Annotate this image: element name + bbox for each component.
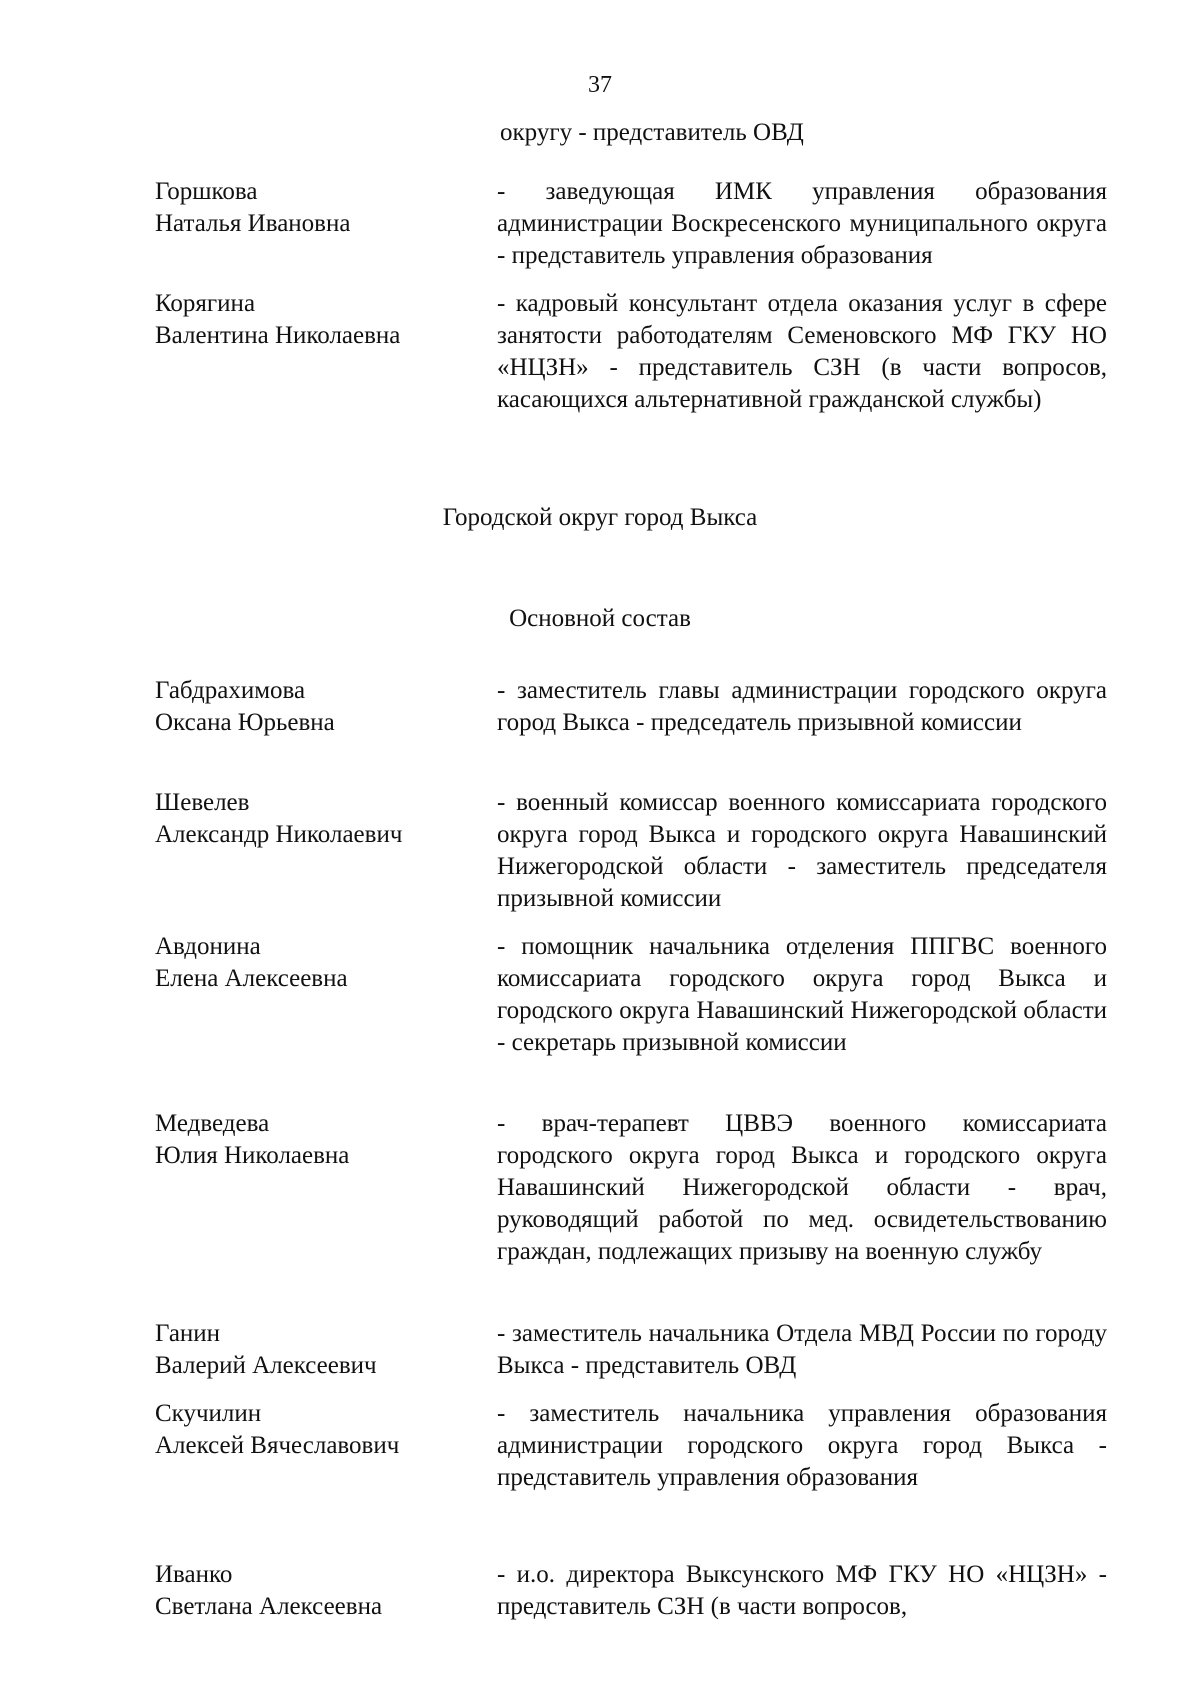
member-role: - кадровый консультант отдела оказания услуг в сфере занятости работодателям Семеновского МФ ГКУ НО «НЦЗН» - представитель СЗН (в части вопросов, касающихся альтернативной гражданской службы) xyxy=(497,290,1107,413)
continuation-text: округу - представитель ОВД xyxy=(500,119,804,146)
member-surname: Авдонина xyxy=(155,933,261,960)
member-given-names: Светлана Алексеевна xyxy=(155,1593,383,1620)
member-name xyxy=(155,1559,475,1623)
member-given-names: Елена Алексеевна xyxy=(155,965,348,992)
member-given-names: Алексей Вячеславович xyxy=(155,1432,400,1459)
member-role: - военный комиссар военного комиссариата городского округа город Выкса и городского округа Навашинский Нижегородской области - заместитель председателя призывной комиссии xyxy=(497,789,1107,912)
member-surname: Корягина xyxy=(155,290,256,317)
member-role: - заместитель главы администрации городского округа город Выкса - председатель призывной комиссии xyxy=(497,677,1107,736)
member-name xyxy=(155,176,475,240)
member-name xyxy=(155,787,475,851)
member-role: - и.о. директора Выксунского МФ ГКУ НО «НЦЗН» - представитель СЗН (в части вопросов, xyxy=(497,1561,1107,1620)
member-given-names: Валерий Алексеевич xyxy=(155,1352,377,1379)
member-name xyxy=(155,1318,475,1382)
member-name xyxy=(155,288,475,352)
member-surname: Иванко xyxy=(155,1561,233,1588)
member-given-names: Наталья Ивановна xyxy=(155,210,351,237)
member-surname: Шевелев xyxy=(155,789,250,816)
member-surname: Скучилин xyxy=(155,1400,262,1427)
member-given-names: Александр Николаевич xyxy=(155,821,403,848)
composition-heading: Основной состав xyxy=(509,605,691,632)
member-name xyxy=(155,1398,475,1462)
member-surname: Горшкова xyxy=(155,178,258,205)
member-role: - заведующая ИМК управления образования администрации Воскресенского муниципального округа - представитель управления образования xyxy=(497,178,1107,269)
member-given-names: Валентина Николаевна xyxy=(155,322,401,349)
member-role: - заместитель начальника управления образования администрации городского округа город Выкса - представитель управления образования xyxy=(497,1400,1107,1491)
member-role: - заместитель начальника Отдела МВД России по городу Выкса - представитель ОВД xyxy=(497,1320,1107,1379)
member-role: - врач-терапевт ЦВВЭ военного комиссариата городского округа город Выкса и городского округа Навашинский Нижегородской области - врач, руководящий работой по мед. освидетельствованию граждан, подлежащих призыву на военную службу xyxy=(497,1110,1107,1265)
member-name xyxy=(155,1108,475,1172)
member-surname: Габдрахимова xyxy=(155,677,306,704)
page-number: 37 xyxy=(588,72,612,98)
district-heading: Городской округ город Выкса xyxy=(442,504,758,531)
member-name xyxy=(155,675,475,739)
member-given-names: Юлия Николаевна xyxy=(155,1142,350,1169)
member-given-names: Оксана Юрьевна xyxy=(155,709,335,736)
member-surname: Ганин xyxy=(155,1320,221,1347)
member-surname: Медведева xyxy=(155,1110,270,1137)
member-name xyxy=(155,931,475,995)
member-role: - помощник начальника отделения ППГВС военного комиссариата городского округа город Выкса и городского округа Навашинский Нижегородской области - секретарь призывной комиссии xyxy=(497,933,1107,1056)
